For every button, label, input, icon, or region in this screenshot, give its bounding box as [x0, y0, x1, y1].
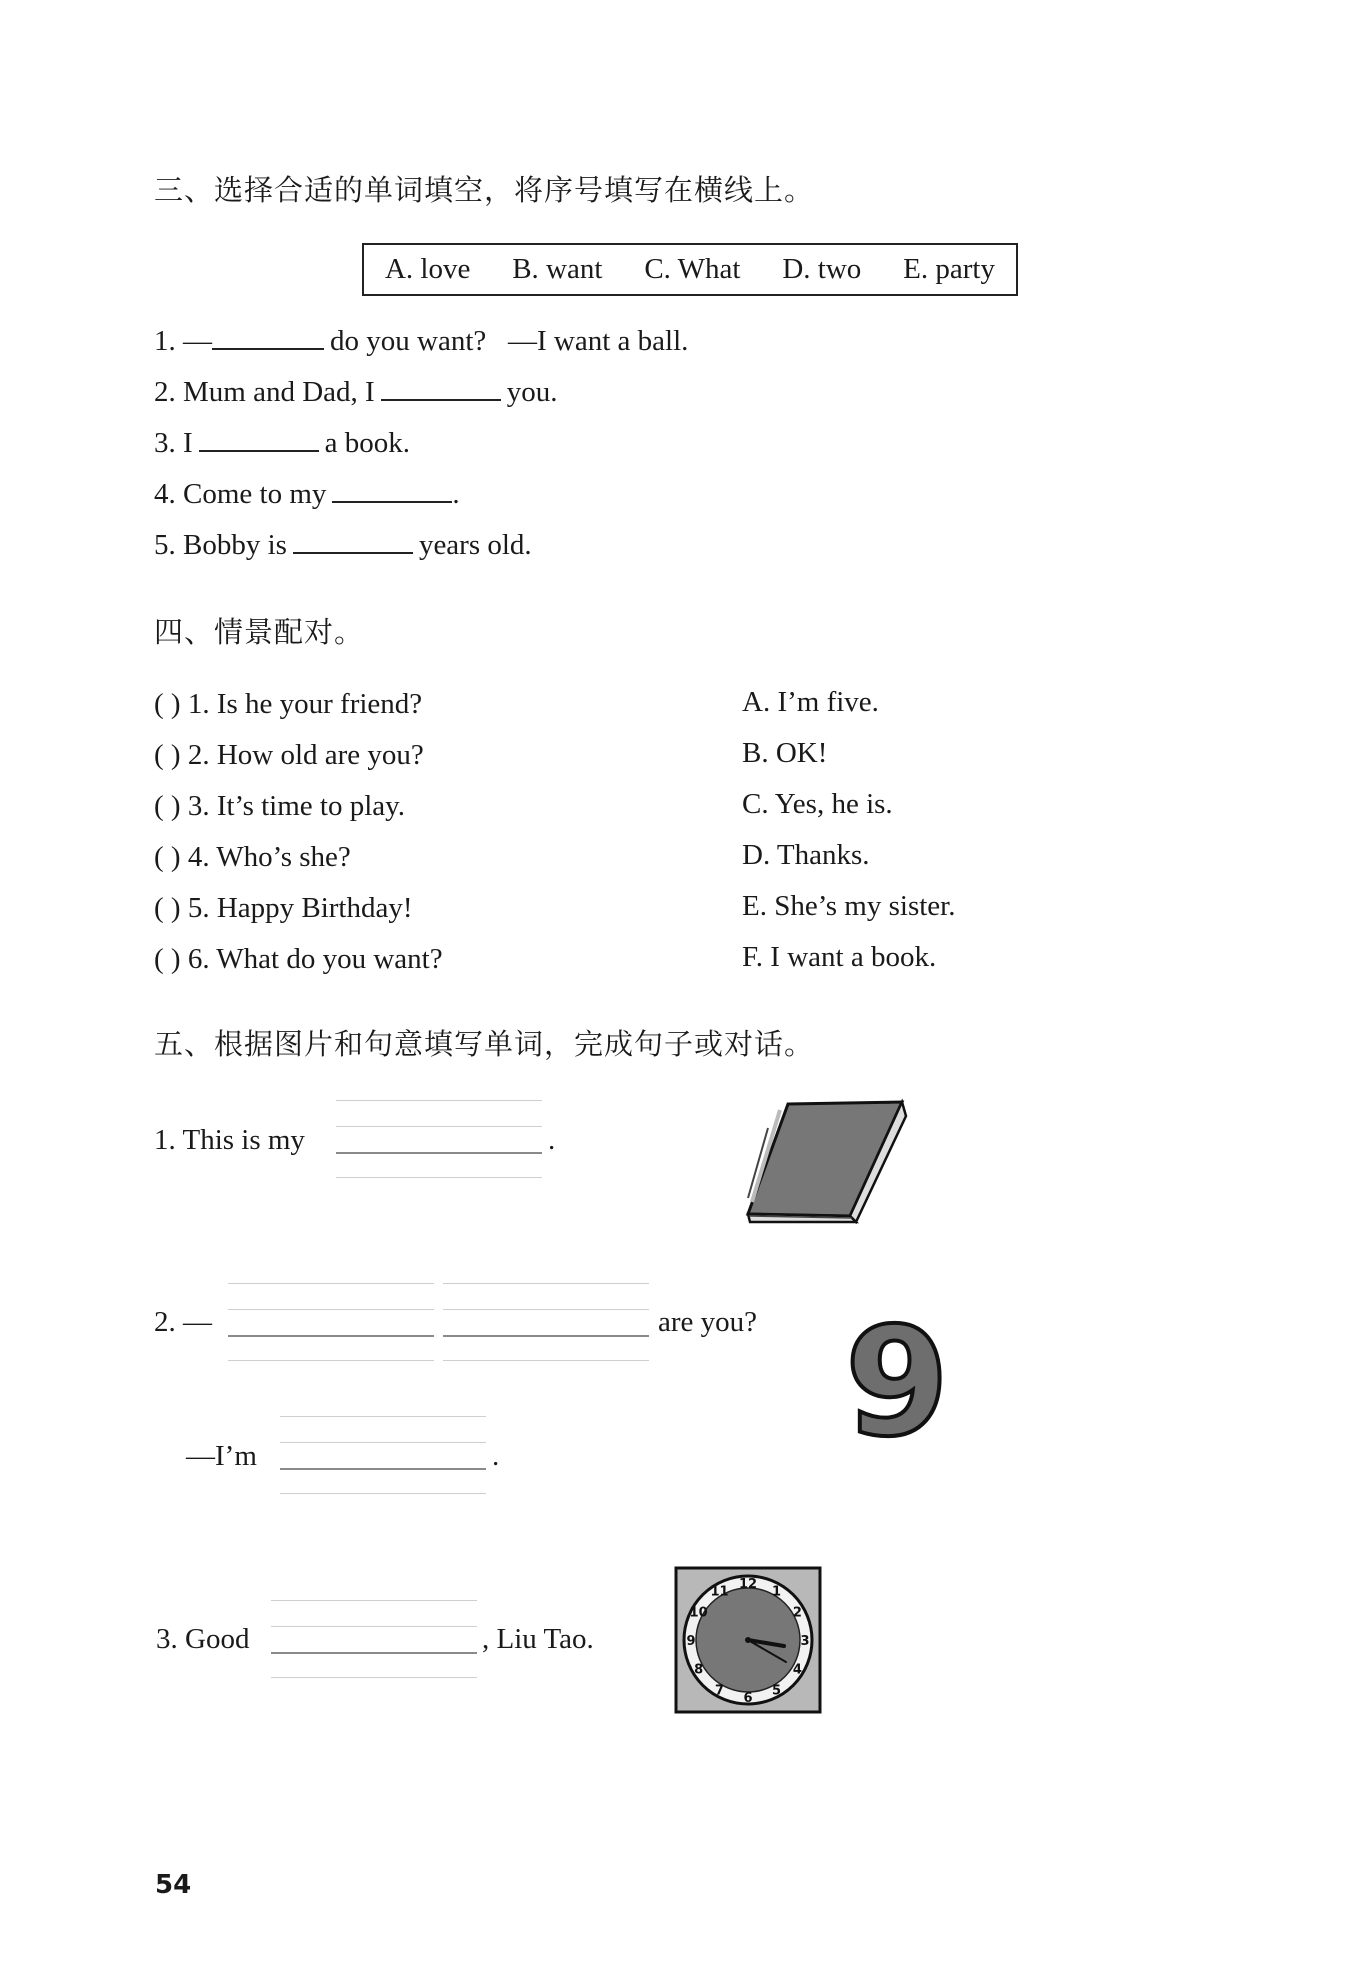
match-answer-e: E. She’s my sister.	[742, 890, 956, 922]
s3-item-4: 4. Come to my .	[154, 478, 460, 510]
answer-blank[interactable]	[212, 347, 324, 350]
option-a: A. love	[384, 253, 471, 285]
match-question-1: ( ) 1. Is he your friend?	[154, 688, 423, 720]
page-number: 54	[155, 1870, 192, 1900]
match-answer-c: C. Yes, he is.	[742, 788, 893, 820]
writing-lines-q2b[interactable]	[443, 1283, 649, 1361]
answer-blank[interactable]	[381, 398, 501, 401]
match-question-4: ( ) 4. Who’s she?	[154, 841, 351, 873]
match-question-5: ( ) 5. Happy Birthday!	[154, 892, 413, 924]
clock-numeral: 9	[686, 1634, 696, 1649]
writing-lines-q3[interactable]	[271, 1600, 477, 1678]
match-answer-d: D. Thanks.	[742, 839, 870, 871]
clock-numeral: 3	[800, 1634, 810, 1649]
number-nine-picture: 9	[844, 1296, 950, 1470]
writing-lines-q2c[interactable]	[280, 1416, 486, 1494]
section4-title: 四、情景配对。	[154, 615, 365, 649]
s5-q3-label: 3. Good	[156, 1623, 250, 1655]
s5-q1-label: 1. This is my	[154, 1124, 305, 1156]
clock-numeral: 12	[738, 1577, 758, 1592]
s3-item-5: 5. Bobby is years old.	[154, 529, 532, 561]
clock-numeral: 6	[743, 1691, 753, 1706]
writing-lines-q2a[interactable]	[228, 1283, 434, 1361]
s3-item-1: 1. — do you want? —I want a ball.	[154, 325, 689, 357]
section3-title: 三、选择合适的单词填空，将序号填写在横线上。	[154, 173, 815, 207]
writing-lines-q1[interactable]	[336, 1100, 542, 1178]
book-icon	[740, 1098, 910, 1224]
clock-numeral: 4	[792, 1662, 802, 1678]
s5-q2-answer-label: —I’m	[186, 1440, 257, 1472]
s3-item-3: 3. I a book.	[154, 427, 411, 459]
answer-blank[interactable]	[199, 449, 319, 452]
clock-numeral: 2	[792, 1605, 802, 1621]
clock-numeral: 7	[714, 1683, 725, 1699]
option-e: E. party	[903, 253, 995, 285]
option-b: B. want	[512, 253, 603, 285]
match-answer-a: A. I’m five.	[742, 686, 879, 718]
match-answer-f: F. I want a book.	[742, 941, 937, 973]
option-c: C. What	[644, 253, 741, 285]
section5-title: 五、根据图片和句意填写单词，完成句子或对话。	[154, 1027, 815, 1061]
clock-numeral: 10	[689, 1605, 708, 1621]
clock-numeral: 11	[710, 1584, 729, 1600]
answer-blank[interactable]	[293, 551, 413, 554]
s5-q2-answer-period: .	[492, 1440, 500, 1472]
option-d: D. two	[782, 253, 862, 285]
clock-numeral: 5	[771, 1683, 782, 1699]
clock-icon	[674, 1566, 822, 1714]
s5-q3-tail: , Liu Tao.	[482, 1623, 594, 1655]
match-question-2: ( ) 2. How old are you?	[154, 739, 424, 771]
match-question-3: ( ) 3. It’s time to play.	[154, 790, 406, 822]
answer-blank[interactable]	[332, 500, 452, 503]
match-answer-b: B. OK!	[742, 737, 828, 769]
clock-numeral: 8	[694, 1662, 704, 1678]
clock-numeral: 1	[771, 1584, 782, 1600]
s5-q2-tail: are you?	[658, 1306, 758, 1338]
match-question-6: ( ) 6. What do you want?	[154, 943, 443, 975]
s5-q2-label: 2. —	[154, 1306, 212, 1338]
s5-q1-period: .	[548, 1124, 556, 1156]
s3-item-2: 2. Mum and Dad, I you.	[154, 376, 558, 408]
word-bank	[362, 243, 1018, 296]
